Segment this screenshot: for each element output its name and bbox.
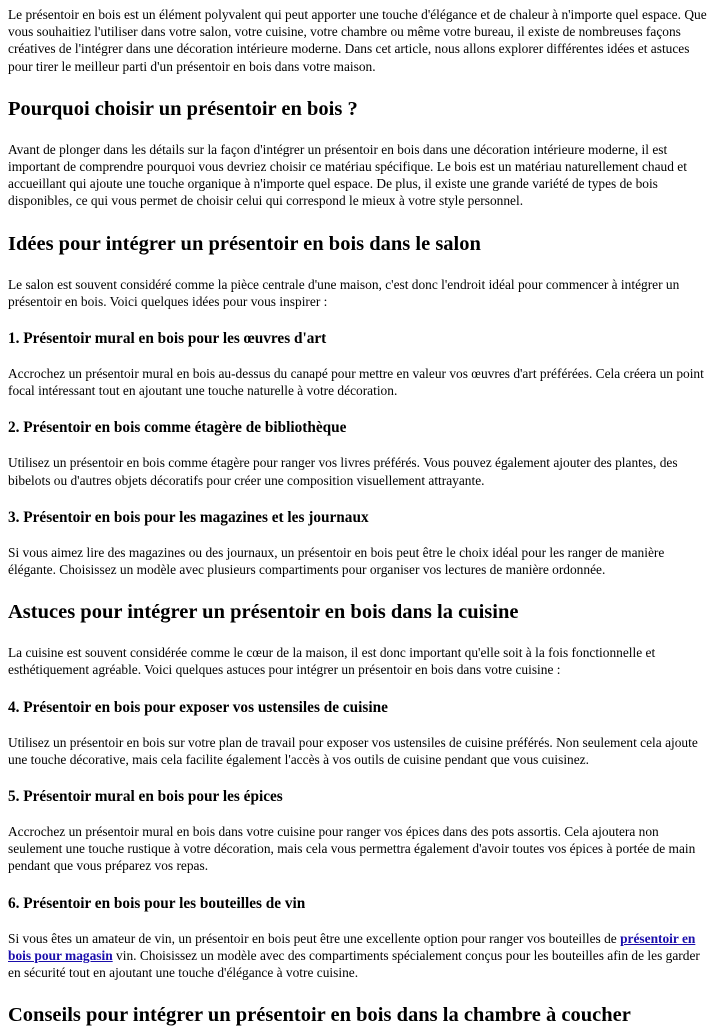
paragraph-item-1: Accrochez un présentoir mural en bois au-dessus du canapé pour mettre en valeur vos œuvres d'art préférées. Cela créera un point focal intéressant tout en ajoutant une touche naturelle à votre décoration.: [8, 366, 704, 399]
heading-kitchen: Astuces pour intégrer un présentoir en bois dans la cuisine: [8, 601, 519, 624]
subheading-item-5: 5. Présentoir mural en bois pour les épices: [8, 788, 283, 806]
paragraph-item-5: Accrochez un présentoir mural en bois dans votre cuisine pour ranger vos épices dans des pots assortis. Cela ajoutera non seulement une touche rustique à votre décoration, mais cela vous permettra également d'avoir toutes vos épices à portée de main pendant que vous préparez vos repas.: [8, 824, 696, 874]
paragraph-item-3: Si vous aimez lire des magazines ou des journaux, un présentoir en bois peut être le choix idéal pour les ranger de manière élégante. Choisissez un modèle avec plusieurs compartiments pour organiser vos lectures de manière ordonnée.: [8, 544, 665, 578]
subheading-item-4: 4. Présentoir en bois pour exposer vos ustensiles de cuisine: [8, 698, 388, 716]
subheading-item-6: 6. Présentoir en bois pour les bouteilles de vin: [8, 894, 306, 912]
paragraph-living-room: Le salon est souvent considéré comme la pièce centrale d'une maison, c'est donc l'endroit idéal pour commencer à intégrer un présentoir en bois. Voici quelques idées pour vous inspirer :: [8, 276, 680, 309]
paragraph-item-2: Utilisez un présentoir en bois comme étagère pour ranger vos livres préférés. Vous pouvez également ajouter des plantes, des bibelots ou d'autres objets décoratifs pour créer une composition visuellement attrayante.: [8, 455, 678, 488]
paragraph-item-6-text-before: Si vous êtes un amateur de vin, un présentoir en bois peut être une excellente option pour ranger vos bouteilles de: [8, 930, 621, 946]
subheading-item-2: 2. Présentoir en bois comme étagère de bibliothèque: [8, 419, 347, 437]
heading-bedroom: Conseils pour intégrer un présentoir en bois dans la chambre à coucher: [8, 1004, 631, 1027]
paragraph-item-6: [8, 930, 712, 982]
intro-paragraph: Le présentoir en bois est un élément polyvalent qui peut apporter une touche d'élégance et de chaleur à n'importe quel espace. Que vous souhaitiez l'utiliser dans votre salon, votre cuisine, votre chambre ou même votre bureau, il existe de nombreuses façons créatives de l'intégrer dans une décoration intérieure moderne. Dans cet article, nous allons explorer différentes idées et astuces pour tirer le meilleur parti d'un présentoir en bois dans votre maison.: [8, 7, 707, 74]
paragraph-why-wood: Avant de plonger dans les détails sur la façon d'intégrer un présentoir en bois dans une décoration intérieure moderne, il est important de comprendre pourquoi vous devriez choisir ce matériau spécifique. Le bois est un matériau naturellement chaud et accueillant qui ajoute une touche organique à n'importe quel espace. De plus, il existe une grande variété de types de bois disponibles, ce qui vous permet de choisir celui qui correspond le mieux à votre style personnel.: [8, 141, 687, 209]
subheading-item-1: 1. Présentoir mural en bois pour les œuvres d'art: [8, 330, 327, 348]
presentoir-magasin-link[interactable]: présentoir en bois pour magasin: [8, 930, 696, 963]
heading-why-wood: Pourquoi choisir un présentoir en bois ?: [8, 97, 358, 120]
paragraph-item-6-text-after: vin. Choisissez un modèle avec des compartiments spécialement conçus pour les bouteilles afin de les garder en sécurité tout en ajoutant une touche d'élégance à votre cuisine.: [8, 947, 700, 981]
heading-living-room: Idées pour intégrer un présentoir en bois dans le salon: [8, 232, 481, 255]
subheading-item-3: 3. Présentoir en bois pour les magazines et les journaux: [8, 508, 369, 526]
paragraph-kitchen: La cuisine est souvent considérée comme le cœur de la maison, il est donc important qu'elle soit à la fois fonctionnelle et esthétiquement agréable. Voici quelques astuces pour intégrer un présentoir en bois dans votre cuisine :: [8, 645, 656, 678]
paragraph-item-4: Utilisez un présentoir en bois sur votre plan de travail pour exposer vos ustensiles de cuisine préférés. Non seulement cela ajoute une touche décorative, mais cela facilite également l'accès à vos outils de cuisine pendant que vous cuisinez.: [8, 734, 698, 767]
